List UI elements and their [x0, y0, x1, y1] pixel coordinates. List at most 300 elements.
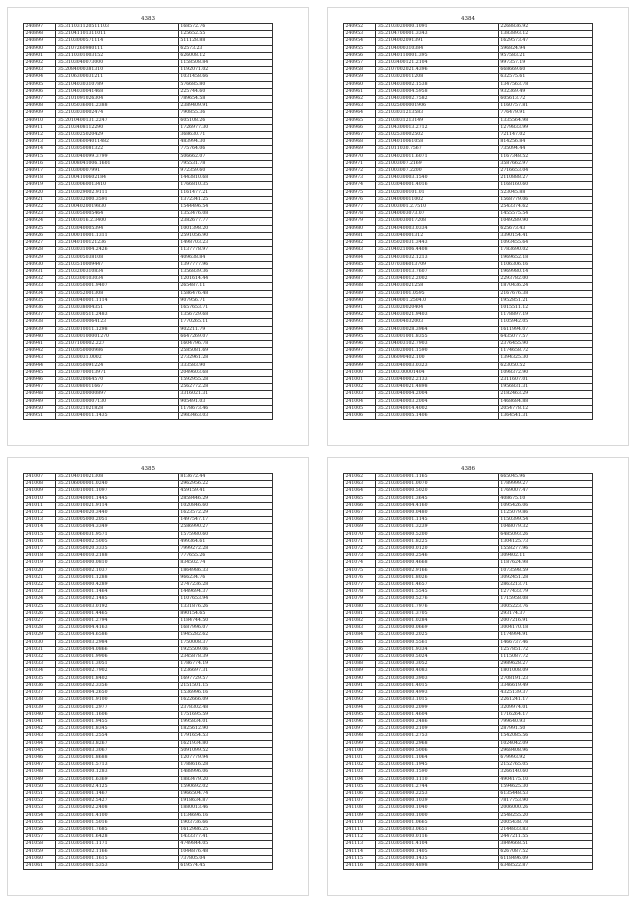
record-id-cell: 240899 — [24, 38, 56, 45]
record-code-cell: 35.2104002091391 — [376, 38, 499, 45]
record-id-cell: 241012 — [24, 510, 56, 517]
record-amount-cell: 2110888.27 — [498, 175, 592, 182]
record-amount-cell: 972359.60 — [178, 168, 272, 175]
table-row — [344, 132, 593, 139]
record-code-cell: 35.2103005000.2051 — [56, 517, 179, 524]
record-code-cell: 35.2103050001.1467 — [56, 790, 179, 797]
record-id-cell: 241035 — [24, 675, 56, 682]
table-row — [24, 718, 273, 725]
record-code-cell: 35.2104030310789 — [56, 81, 179, 88]
record-code-cell: 35.2103040001.1114 — [56, 297, 179, 304]
record-code-cell: 35.2103050000.1039 — [376, 798, 499, 805]
table-row — [24, 553, 273, 560]
record-id-cell: 240985 — [344, 261, 376, 268]
table-row — [344, 369, 593, 376]
record-amount-cell: 2167676.38 — [498, 290, 592, 297]
record-id-cell: 240983 — [344, 247, 376, 254]
record-id-cell: 240952 — [344, 24, 376, 31]
record-code-cell: 35.21003016.2.3400 — [56, 218, 179, 225]
table-row — [344, 276, 593, 283]
table-row — [24, 697, 273, 704]
record-amount-cell: 795531.78 — [178, 160, 272, 167]
record-id-cell: 241010 — [24, 495, 56, 502]
record-id-cell: 240975 — [344, 189, 376, 196]
record-code-cell: 35.2103050001.5016 — [56, 819, 179, 826]
record-code-cell: 35.2103020011208 — [376, 74, 499, 81]
record-amount-cell: 2006000.26 — [498, 805, 592, 812]
record-id-cell: 240955 — [344, 45, 376, 52]
record-code-cell: 35.2103050001.1171 — [56, 841, 179, 848]
record-code-cell: 35.2103050000.0116 — [376, 834, 499, 841]
record-amount-cell: 1657653.71 — [178, 304, 272, 311]
table-row — [344, 96, 593, 103]
record-code-cell: 35.2103050000.1405 — [376, 848, 499, 855]
table-row — [24, 369, 273, 376]
record-code-cell: 35.2103031004.2426 — [56, 247, 179, 254]
record-id-cell: 241073 — [344, 553, 376, 560]
record-amount-cell: 1184744.50 — [178, 618, 272, 625]
record-amount-cell: 1048079.32 — [498, 524, 592, 531]
record-amount-cell: 2586990.27 — [178, 524, 272, 531]
record-code-cell: 35.2103050011.3051 — [56, 661, 179, 668]
record-amount-cell: 1277433.79 — [498, 589, 592, 596]
record-amount-cell: 1364541.31 — [498, 412, 592, 419]
table-row — [344, 510, 593, 517]
record-id-cell: 240961 — [344, 88, 376, 95]
record-id-cell: 240934 — [24, 290, 56, 297]
record-id-cell: 241067 — [344, 510, 376, 517]
record-code-cell: 35.2104010021308 — [56, 474, 179, 481]
record-code-cell: 35.2103050000.5020 — [376, 488, 499, 495]
record-code-cell: 35.2103050081322 — [56, 146, 179, 153]
record-id-cell: 240932 — [24, 276, 56, 283]
record-amount-cell: 623050.52 — [498, 362, 592, 369]
table-row — [24, 297, 273, 304]
record-amount-cell: 1201614.44 — [178, 276, 272, 283]
table-row — [24, 625, 273, 632]
record-amount-cell: 1750008.37 — [178, 639, 272, 646]
record-amount-cell: 2562772.28 — [178, 384, 272, 391]
record-amount-cell: 309402.11 — [498, 553, 592, 560]
record-id-cell: 241044 — [24, 740, 56, 747]
record-code-cell: 35.2103050003.8267 — [56, 740, 179, 747]
record-id-cell: 241065 — [344, 495, 376, 502]
record-amount-cell: 1864986.33 — [178, 567, 272, 574]
record-amount-cell: 2585081.69 — [178, 348, 272, 355]
record-id-cell: 241084 — [344, 632, 376, 639]
record-amount-cell: 483994.30 — [178, 139, 272, 146]
table-row — [24, 661, 273, 668]
record-id-cell: 241066 — [344, 502, 376, 509]
record-code-cell: 35.21003007.2169 — [376, 160, 499, 167]
record-id-cell: 240993 — [344, 319, 376, 326]
record-code-cell: 35.21011030.7567 — [376, 146, 499, 153]
record-amount-cell: 5091099.52 — [178, 747, 272, 754]
record-code-cell: 35.2107002021.4396 — [376, 67, 499, 74]
record-amount-cell: 3005223.76 — [498, 603, 592, 610]
record-code-cell: 35.2103050003.1015 — [376, 697, 499, 704]
table-row — [344, 117, 593, 124]
record-amount-cell: 1433377.41 — [178, 834, 272, 841]
record-amount-cell: 777655.26 — [178, 553, 272, 560]
record-code-cell: 35.2103040014.4002 — [376, 405, 499, 412]
table-row — [344, 384, 593, 391]
record-id-cell: 240923 — [24, 211, 56, 218]
record-amount-cell: 4325139.37 — [498, 690, 592, 697]
record-code-cell: 35.2103040010.2188 — [56, 553, 179, 560]
record-id-cell: 240962 — [344, 96, 376, 103]
record-id-cell: 240957 — [344, 60, 376, 67]
table-row — [24, 711, 273, 718]
record-amount-cell: 1687996.07 — [178, 625, 272, 632]
record-amount-cell: 1394325.30 — [498, 355, 592, 362]
table-row — [24, 668, 273, 675]
record-id-cell: 240969 — [344, 146, 376, 153]
record-id-cell: 241114 — [344, 848, 376, 855]
record-amount-cell: 1167348.52 — [498, 153, 592, 160]
record-amount-cell: 3209974.01 — [498, 704, 592, 711]
record-id-cell: 241051 — [24, 790, 56, 797]
table-row — [24, 218, 273, 225]
table-row — [344, 268, 593, 275]
table-row — [24, 834, 273, 841]
table-row — [344, 618, 593, 625]
record-code-cell: 35.2103050000.0120 — [376, 546, 499, 553]
record-code-cell: 35.2106300031211 — [56, 74, 179, 81]
record-id-cell: 241056 — [24, 826, 56, 833]
records-table — [23, 23, 273, 420]
table-row — [344, 574, 593, 581]
record-id-cell: 241000 — [344, 369, 376, 376]
record-code-cell: 35.2103050002.4125 — [56, 783, 179, 790]
table-row — [24, 704, 273, 711]
record-id-cell: 241015 — [24, 531, 56, 538]
record-code-cell: 35.2104030041468 — [56, 88, 179, 95]
record-id-cell: 240931 — [24, 268, 56, 275]
record-amount-cell: 2054778.12 — [498, 405, 592, 412]
record-code-cell: 35.2103040002.5005 — [56, 538, 179, 545]
record-amount-cell: 1542085.56 — [498, 733, 592, 740]
record-amount-cell: 1001398.20 — [178, 225, 272, 232]
record-amount-cell: 1592955.28 — [178, 376, 272, 383]
record-id-cell: 240998 — [344, 355, 376, 362]
record-id-cell: 240925 — [24, 225, 56, 232]
table-row — [344, 661, 593, 668]
record-amount-cell: 1488996.06 — [178, 769, 272, 776]
record-id-cell: 241028 — [24, 625, 56, 632]
record-code-cell: 35.21008041006.1601 — [56, 160, 179, 167]
record-amount-cell: 2716653.04 — [498, 168, 592, 175]
record-amount-cell: 2543374.62 — [498, 204, 592, 211]
record-id-cell: 241033 — [24, 661, 56, 668]
table-row — [24, 74, 273, 81]
record-amount-cell: 619574.45 — [178, 862, 272, 869]
record-amount-cell: 3587662.97 — [498, 160, 592, 167]
record-id-cell: 241100 — [344, 747, 376, 754]
record-code-cell: 35.2103400121.2104 — [376, 60, 499, 67]
record-code-cell: 35.311031120511103 — [56, 24, 179, 31]
record-code-cell: 35.2103050000.1000 — [376, 812, 499, 819]
record-code-cell: 35.2103050000986 — [56, 348, 179, 355]
table-row — [24, 139, 273, 146]
record-code-cell: 35.21070306013709 — [376, 261, 499, 268]
records-table — [23, 473, 273, 870]
record-amount-cell: 6435077.57 — [498, 333, 592, 340]
record-code-cell: 35.2103050001.4604 — [376, 711, 499, 718]
record-amount-cell: 1347563.78 — [498, 81, 592, 88]
table-row — [24, 675, 273, 682]
record-id-cell: 240945 — [24, 369, 56, 376]
record-id-cell: 240992 — [344, 312, 376, 319]
record-amount-cell: 997357.19 — [498, 60, 592, 67]
record-amount-cell: 1751695.59 — [178, 711, 272, 718]
record-id-cell: 240982 — [344, 240, 376, 247]
record-amount-cell: 2858446.29 — [178, 495, 272, 502]
record-code-cell: 35.2103050001.8345 — [56, 726, 179, 733]
record-id-cell: 240951 — [24, 412, 56, 419]
record-id-cell: 240966 — [344, 124, 376, 131]
record-amount-cell: 3346619.49 — [498, 682, 592, 689]
table-row — [24, 405, 273, 412]
record-code-cell: 35.2103040001.4016 — [376, 182, 499, 189]
record-code-cell: 35.21040110001.395 — [376, 52, 499, 59]
record-code-cell: 35.2103050000.2968 — [376, 740, 499, 747]
record-amount-cell: 2389409.91 — [178, 103, 272, 110]
record-code-cell: 35.2103050004.0866 — [56, 646, 179, 653]
table-row — [24, 124, 273, 131]
record-amount-cell: 576685.80 — [178, 81, 272, 88]
record-id-cell: 240909 — [24, 110, 56, 117]
record-amount-cell: 1726977.30 — [178, 124, 272, 131]
record-id-cell: 241085 — [344, 639, 376, 646]
record-code-cell: 35.210300007991 — [56, 168, 179, 175]
record-id-cell: 240910 — [24, 117, 56, 124]
record-id-cell: 241050 — [24, 783, 56, 790]
table-row — [24, 96, 273, 103]
record-code-cell: 35.2103050000.5024 — [376, 654, 499, 661]
record-id-cell: 240938 — [24, 319, 56, 326]
record-id-cell: 240914 — [24, 146, 56, 153]
table-row — [344, 211, 593, 218]
record-id-cell: 241110 — [344, 819, 376, 826]
table-row — [344, 646, 593, 653]
record-code-cell: 35.2103050002.9166 — [376, 567, 499, 574]
record-code-cell: 35.21030700013971 — [56, 369, 179, 376]
record-amount-cell: 1356729.68 — [178, 312, 272, 319]
record-amount-cell: 834502.74 — [178, 560, 272, 567]
record-amount-cell: 1801008.09 — [498, 668, 592, 675]
record-code-cell: 35.2103050001.9455 — [56, 718, 179, 725]
record-id-cell: 240915 — [24, 153, 56, 160]
record-id-cell: 240949 — [24, 398, 56, 405]
record-id-cell: 241087 — [344, 654, 376, 661]
record-code-cell: 35.2103050002.1485 — [56, 596, 179, 603]
record-amount-cell: 3390154.41 — [498, 232, 592, 239]
table-row — [344, 697, 593, 704]
table-row — [344, 247, 593, 254]
record-id-cell: 240941 — [24, 340, 56, 347]
table-row — [344, 348, 593, 355]
table-row — [344, 740, 593, 747]
record-id-cell: 240911 — [24, 124, 56, 131]
record-id-cell: 241053 — [24, 805, 56, 812]
record-id-cell: 241094 — [344, 704, 376, 711]
record-code-cell: 35.2103050001.0284 — [376, 618, 499, 625]
record-id-cell: 240954 — [344, 38, 376, 45]
table-row — [24, 495, 273, 502]
table-row — [344, 362, 593, 369]
table-row — [344, 798, 593, 805]
record-code-cell: 35.2103050004.6586 — [56, 632, 179, 639]
record-code-cell: 35.2103050001.5545 — [376, 589, 499, 596]
record-id-cell: 241115 — [344, 855, 376, 862]
record-code-cell: 35.2104000011002 — [376, 196, 499, 203]
table-row — [24, 38, 273, 45]
table-row — [344, 488, 593, 495]
record-id-cell: 241068 — [344, 517, 376, 524]
table-row — [344, 52, 593, 59]
record-code-cell: 35.2104030032.1213 — [376, 254, 499, 261]
record-amount-cell: 1715958.08 — [498, 596, 592, 603]
record-code-cell: 35.2103050000.2546 — [376, 553, 499, 560]
table-row — [24, 254, 273, 261]
table-row — [24, 355, 273, 362]
record-id-cell: 241003 — [344, 391, 376, 398]
record-amount-cell: 890154.65 — [178, 610, 272, 617]
table-row — [24, 67, 273, 74]
table-row — [24, 384, 273, 391]
record-code-cell: 35.2103050000.4083 — [376, 668, 499, 675]
table-row — [24, 31, 273, 38]
record-id-cell: 240926 — [24, 232, 56, 239]
table-row — [344, 45, 593, 52]
record-code-cell: 35.2103050001.2794 — [56, 618, 179, 625]
record-code-cell: 35.2103020001.1590 — [376, 348, 499, 355]
record-id-cell: 240930 — [24, 261, 56, 268]
page-header: 4385 — [141, 466, 155, 472]
record-amount-cell: 1236697.31 — [178, 668, 272, 675]
record-code-cell: 35.2103050001.6369 — [56, 776, 179, 783]
record-amount-cell: 1870436.24 — [498, 283, 592, 290]
record-code-cell: 35.2103040011.1435 — [56, 412, 179, 419]
record-amount-cell: 2989628.27 — [498, 661, 592, 668]
record-code-cell: 35.21030300007130 — [56, 398, 179, 405]
record-amount-cell: 2311607.01 — [498, 376, 592, 383]
record-code-cell: 35.21003007.2200 — [376, 168, 499, 175]
table-row — [24, 110, 273, 117]
table-row — [24, 582, 273, 589]
table-row — [24, 232, 273, 239]
record-code-cell: 35.2103050001.1288 — [56, 574, 179, 581]
record-id-cell: 241083 — [344, 625, 376, 632]
record-amount-cell: 225744.60 — [178, 88, 272, 95]
record-amount-cell: 1174994.91 — [498, 632, 592, 639]
record-id-cell: 240968 — [344, 139, 376, 146]
record-amount-cell: 813672.44 — [178, 474, 272, 481]
table-row — [24, 762, 273, 769]
record-id-cell: 241077 — [344, 582, 376, 589]
record-amount-cell: 1466737.46 — [498, 639, 592, 646]
record-amount-cell: 1187624.98 — [498, 560, 592, 567]
record-id-cell: 240997 — [344, 348, 376, 355]
table-row — [24, 502, 273, 509]
record-id-cell: 241099 — [344, 740, 376, 747]
record-code-cell: 35.2103050000.2253 — [376, 790, 499, 797]
table-row — [344, 733, 593, 740]
record-amount-cell: 1536996.16 — [178, 690, 272, 697]
record-code-cell: 35.21030031.0002 — [56, 355, 179, 362]
record-id-cell: 240981 — [344, 232, 376, 239]
table-row — [344, 639, 593, 646]
record-id-cell: 240964 — [344, 110, 376, 117]
record-code-cell: 35.2104700001.3343 — [376, 31, 499, 38]
record-code-cell: 35.2103050000.2025 — [376, 632, 499, 639]
record-code-cell: 35.2103050001.8225 — [376, 538, 499, 545]
table-row — [24, 603, 273, 610]
table-row — [344, 481, 593, 488]
record-amount-cell: 1455575.54 — [498, 211, 592, 218]
record-id-cell: 241101 — [344, 754, 376, 761]
record-id-cell: 241070 — [344, 531, 376, 538]
record-code-cell: 35.2103030005.1406 — [376, 412, 499, 419]
record-id-cell: 240919 — [24, 182, 56, 189]
record-amount-cell: 632575.61 — [498, 74, 592, 81]
table-row — [344, 495, 593, 502]
record-id-cell: 240978 — [344, 211, 376, 218]
table-row — [24, 240, 273, 247]
record-id-cell: 240937 — [24, 312, 56, 319]
table-row — [24, 517, 273, 524]
table-row — [344, 589, 593, 596]
table-row — [344, 290, 593, 297]
record-code-cell: 35.2103052001308 — [56, 290, 179, 297]
record-amount-cell: 1825612.90 — [178, 726, 272, 733]
record-code-cell: 35.2103050001.2753 — [376, 733, 499, 740]
record-amount-cell: 265487.11 — [178, 283, 272, 290]
record-amount-cell: 1498703.23 — [178, 240, 272, 247]
record-amount-cell: 368630.71 — [178, 132, 272, 139]
table-row — [344, 524, 593, 531]
record-amount-cell: 62573.23 — [178, 45, 272, 52]
record-amount-cell: 2708191.23 — [498, 675, 592, 682]
record-code-cell: 35.2103050020.3335 — [56, 546, 179, 553]
record-id-cell: 240901 — [24, 52, 56, 59]
records-table — [343, 23, 593, 420]
table-row — [24, 182, 273, 189]
record-id-cell: 241040 — [24, 711, 56, 718]
table-row — [24, 567, 273, 574]
record-amount-cell: 665045.96 — [498, 474, 592, 481]
record-amount-cell: 1995834.01 — [178, 718, 272, 725]
record-id-cell: 241105 — [344, 783, 376, 790]
record-code-cell: 35.2103050001.9334 — [376, 646, 499, 653]
table-row — [344, 405, 593, 412]
record-amount-cell: 2591056.90 — [178, 232, 272, 239]
record-code-cell: 35.2103050001.1165 — [376, 474, 499, 481]
record-amount-cell: 1304125.73 — [498, 538, 592, 545]
record-id-cell: 241076 — [344, 574, 376, 581]
record-id-cell: 241006 — [344, 412, 376, 419]
record-code-cell: 35.21004020019830 — [56, 204, 179, 211]
record-id-cell: 241034 — [24, 668, 56, 675]
table-row — [24, 45, 273, 52]
record-code-cell: 35.21040100121236 — [56, 240, 179, 247]
table-row — [344, 232, 593, 239]
record-amount-cell: 2382677.77 — [178, 218, 272, 225]
table-row — [344, 261, 593, 268]
record-amount-cell: 2182463.29 — [498, 391, 592, 398]
record-id-cell: 241019 — [24, 560, 56, 567]
